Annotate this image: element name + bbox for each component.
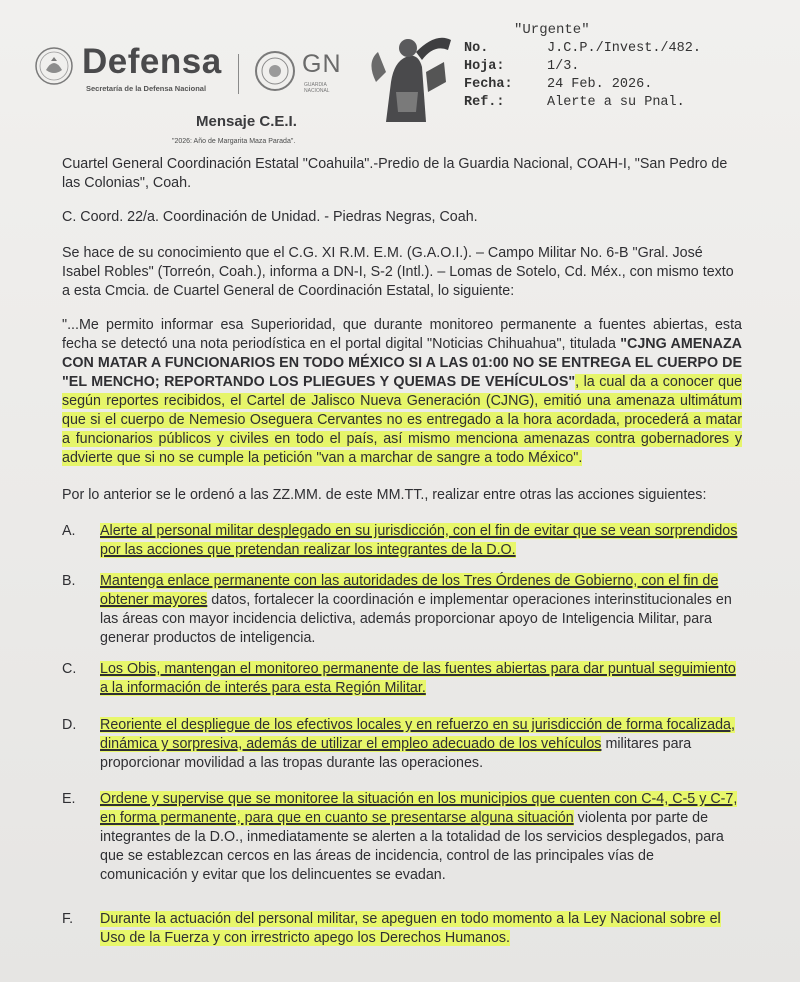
urgency-label: "Urgente"	[514, 22, 590, 38]
reference-meta	[464, 40, 764, 112]
action-rest-text: militares para proporcionar movilidad a las tropas durante las operaciones.	[100, 736, 692, 771]
brand-subtitle: Secretaría de la Defensa Nacional	[86, 84, 207, 93]
action-text	[100, 910, 738, 948]
year-motto: "2026: Año de Margarita Maza Parada".	[172, 138, 296, 145]
header-divider	[238, 54, 239, 94]
national-seal-icon	[34, 46, 74, 86]
copy-paragraph: C. Coord. 22/a. Coordinación de Unidad. - Piedras Negras, Coah.	[62, 209, 478, 225]
defensa-logo	[30, 44, 230, 100]
meta-label: Hoja:	[464, 59, 505, 74]
meta-row-ref	[464, 94, 764, 112]
quote-paragraph	[62, 316, 742, 468]
meta-value: 24 Feb. 2026.	[547, 77, 653, 92]
quote-headline: "CJNG AMENAZA CON MATAR A FUNCIONARIOS EN TODO MÉXICO SI A LAS 01:00 NO SE ENTREGA EL CUERPO DE "EL MENCHO; REPORTANDO LOS PLIEGUES Y QUEMAS DE VEHÍCULOS"	[62, 336, 743, 390]
action-rest-text: violenta por parte de integrantes de la D.O., inmediatamente se alerten a la totalidad de los servicios desplegados, para que se establezcan cercos en las áreas de incidencia, control de las principales vías de comunicación y evitar que los delincuentes se evadan.	[100, 810, 724, 883]
recipient-paragraph: Cuartel General Coordinación Estatal "Coahuila".-Predio de la Guardia Nacional, COAH-I, "San Pedro de las Colonias", Coah.	[62, 156, 728, 191]
action-highlighted-text: Durante la actuación del personal militar, se apeguen en todo momento a la Ley Nacional sobre el Uso de la Fuerza y con irrestricto apego los Derechos Humanos.	[100, 911, 721, 946]
meta-row-number	[464, 40, 764, 58]
action-text	[100, 522, 738, 560]
action-highlighted-text: Los Obis, mantengan el monitoreo permanente de las fuentes abiertas para dar puntual seguimiento a la información de interés para esta Región Militar.	[100, 661, 736, 696]
action-text	[100, 790, 738, 885]
action-letter: E.	[62, 791, 76, 807]
action-letter: C.	[62, 661, 77, 677]
order-intro-paragraph: Por lo anterior se le ordenó a las ZZ.MM. de este MM.TT., realizar entre otras las acciones siguientes:	[62, 487, 707, 503]
action-text	[100, 572, 738, 648]
intro-paragraph: Se hace de su conocimiento que el C.G. XI R.M. E.M. (G.A.O.I.). – Campo Militar No. 6-B "Gral. José Isabel Robles" (Torreón, Coah.), informa a DN-I, S-2 (Intl.). – Lomas de Sotelo, Cd. Méx., con mismo texto a esta Cmcia. de Cuartel General de Coordinación Estatal, lo siguiente:	[62, 245, 734, 299]
action-text	[100, 716, 738, 773]
meta-label: Fecha:	[464, 77, 513, 92]
gn-seal-icon	[254, 50, 296, 92]
message-title: Mensaje C.E.I.	[196, 113, 297, 130]
meta-value: Alerte a su Pnal.	[547, 95, 685, 110]
brand-name: Defensa	[82, 42, 222, 81]
guardia-nacional-logo	[254, 48, 346, 98]
meta-value: 1/3.	[547, 59, 580, 74]
action-letter: F.	[62, 911, 74, 927]
action-text	[100, 660, 738, 698]
action-highlighted-text: Ordene y supervise que se monitoree la situación en los municipios que cuenten con C-4, C-5 y C-7, en forma permanente, para que en cuanto se presentarse alguna situación	[100, 791, 738, 826]
action-highlighted-text: Mantenga enlace permanente con las autoridades de los Tres Órdenes de Gobierno, con el fin de obtener mayores	[100, 573, 719, 608]
action-highlighted-text: Alerte al personal militar desplegado en su jurisdicción, con el fin de evitar que se vean sorprendidos por las acciones que pretendan realizar los integrantes de la D.O.	[100, 523, 738, 558]
meta-row-date	[464, 76, 764, 94]
action-letter: B.	[62, 573, 76, 589]
action-letter: D.	[62, 717, 77, 733]
meta-label: Ref.:	[464, 95, 505, 110]
action-highlighted-text: Reoriente el despliegue de los efectivos locales y en refuerzo en su jurisdicción de forma focalizada, dinámica y sorpresiva, además de utilizar el empleo adecuado de los vehículos	[100, 717, 735, 752]
meta-value: J.C.P./Invest./482.	[547, 41, 701, 56]
quote-text-start: "...Me permito informar esa Superioridad, que durante monitoreo permanente a fuentes abiertas, esta fecha se detectó una nota periodística en el portal digital "Noticias Chihuahua", titulada	[62, 317, 742, 352]
action-letter: A.	[62, 523, 76, 539]
meta-label: No.	[464, 41, 489, 56]
quote-text-highlighted: , la cual da a conocer que según reportes recibidos, el Cartel de Jalisco Nueva Generación (CJNG), emitió una amenaza ultimátum que si el cuerpo de Nemesio Oseguera Cervantes no es entregado a la hora acordada, procederá a matar a funcionarios públicos y civiles en todo el país, así mismo menciona amenazas contra gobernadores y advierte que si no se cumple la petición "van a marchar de sangre a todo México".	[62, 374, 742, 466]
meta-row-sheet	[464, 58, 764, 76]
gn-subtitle: GUARDIA NACIONAL	[304, 82, 330, 94]
gn-label: GN	[302, 50, 342, 78]
action-rest-text: datos, fortalecer la coordinación e implementar operaciones interinstitucionales en las áreas con mayor incidencia delictiva, además proporcionar apoyo de Inteligencia Militar, para generar productos de inteligencia.	[100, 592, 732, 646]
historical-emblem-icon	[356, 22, 456, 132]
